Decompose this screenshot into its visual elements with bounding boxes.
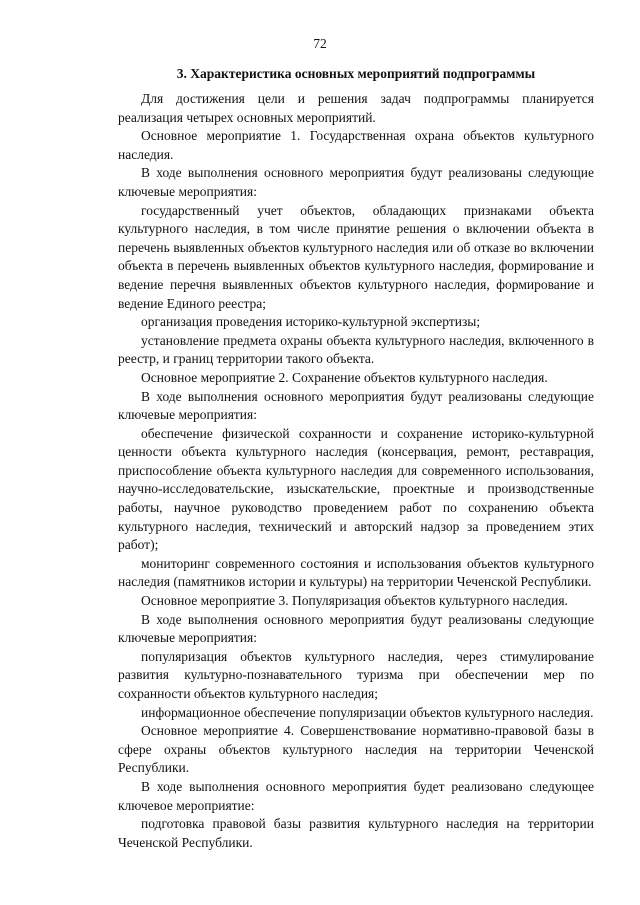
paragraph-measure-1-lead: В ходе выполнения основного мероприятия будут реализованы следующие ключевые мероприятия:: [118, 165, 594, 199]
paragraph-measure-1-item-3: установление предмета охраны объекта культурного наследия, включенного в реестр, и границ территории такого объекта.: [118, 332, 594, 367]
paragraph-measure-1-item-1: государственный учет объектов, обладающих признаками объекта культурного наследия, в том числе принятие решения о включении объекта в перечень выявленных объектов культурного наследия или об отказе во включении объекта в перечень выявленных объектов культурного наследия, формирование и ведение перечня выявленных объектов культурного наследия, формирование и ведение Единого реестра;: [118, 202, 594, 311]
page-number: 72: [313, 36, 327, 51]
paragraph-measure-2-heading: Основное мероприятие 2. Сохранение объектов культурного наследия.: [141, 369, 548, 385]
paragraph-measure-2-item-1: обеспечение физической сохранности и сохранение историко-культурной ценности объекта культурного наследия (консервация, ремонт, реставрация, приспособление объекта культурного наследия для современного использования, научно-исследовательские, изыскательские, проектные и производственные работы, научное руководство проведением работ по сохранению объекта культурного наследия, технический и авторский надзор за проведением этих работ);: [118, 425, 594, 553]
paragraph-measure-3-heading: Основное мероприятие 3. Популяризация объектов культурного наследия.: [141, 593, 568, 609]
paragraph-measure-1-heading: Основное мероприятие 1. Государственная охрана объектов культурного наследия.: [118, 128, 594, 162]
paragraph-measure-3-item-2: информационное обеспечение популяризации объектов культурного наследия.: [141, 704, 594, 720]
section-title: 3. Характеристика основных мероприятий подпрограммы: [176, 66, 536, 81]
paragraph-measure-3-item-1: популяризация объектов культурного наследия, через стимулирование развития культурно-познавательного туризма при обеспечении мер по сохранности объектов культурного наследия;: [118, 648, 594, 701]
paragraph-measure-4-lead: В ходе выполнения основного мероприятия будет реализовано следующее ключевое мероприятие:: [118, 778, 594, 813]
paragraph-measure-2-item-2: мониторинг современного состояния и использования объектов культурного наследия (памятников истории и культуры) на территории Чеченской Республики.: [118, 555, 594, 590]
paragraph-measure-4-heading: Основное мероприятие 4. Совершенствование нормативно-правовой базы в сфере охраны объектов культурного наследия на территории Чеченской Республики.: [118, 723, 594, 776]
paragraph-measure-3-lead: В ходе выполнения основного мероприятия будут реализованы следующие ключевые мероприятия:: [118, 611, 594, 646]
paragraph-intro: Для достижения цели и решения задач подпрограммы планируется реализация четырех основных мероприятий.: [118, 91, 594, 125]
document-body: [118, 90, 594, 852]
paragraph-measure-1-item-2: организация проведения историко-культурной экспертизы;: [141, 314, 481, 330]
paragraph-measure-2-lead: В ходе выполнения основного мероприятия будут реализованы следующие ключевые мероприятия:: [118, 388, 594, 423]
paragraph-measure-4-item-1: подготовка правовой базы развития культурного наследия на территории Чеченской Республики.: [118, 816, 594, 850]
